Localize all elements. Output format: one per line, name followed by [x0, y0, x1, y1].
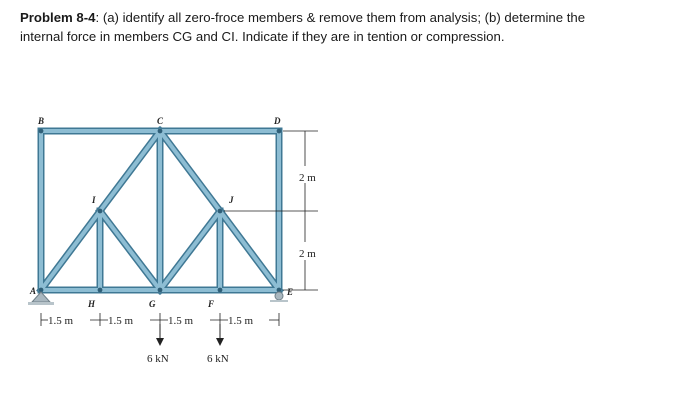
load-label-F: 6 kN	[207, 353, 229, 365]
load-label-G: 6 kN	[147, 353, 169, 365]
problem-label: Problem 8-4	[20, 10, 96, 25]
joint-label-I: I	[92, 195, 96, 205]
joint-label-H: H	[88, 299, 96, 309]
joint-label-F: F	[208, 299, 215, 309]
vertical-dimensions	[224, 131, 318, 290]
joint-label-C: C	[157, 116, 164, 126]
load-arrows	[156, 324, 224, 346]
truss-members	[41, 131, 279, 290]
problem-line-1-text: : (a) identify all zero-froce members & remove them from analysis; (b) determine the	[95, 10, 586, 25]
joint-label-E: E	[287, 287, 294, 297]
spacing-label-1: 1.5 m	[48, 315, 74, 327]
joint-label-D: D	[274, 116, 281, 126]
joint-label-B: B	[38, 116, 45, 126]
spacing-label-3: 1.5 m	[168, 315, 194, 327]
joint-label-G: G	[149, 299, 156, 309]
spacing-label-2: 1.5 m	[108, 315, 134, 327]
joint-label-J: J	[229, 195, 234, 205]
spacing-label-4: 1.5 m	[228, 315, 254, 327]
problem-line-2: internal force in members CG and CI. Indicate if they are in tention or compression.	[20, 29, 505, 44]
joint-label-A: A	[30, 286, 37, 296]
height-label-1: 2 m	[299, 172, 316, 184]
height-label-2: 2 m	[299, 248, 316, 260]
